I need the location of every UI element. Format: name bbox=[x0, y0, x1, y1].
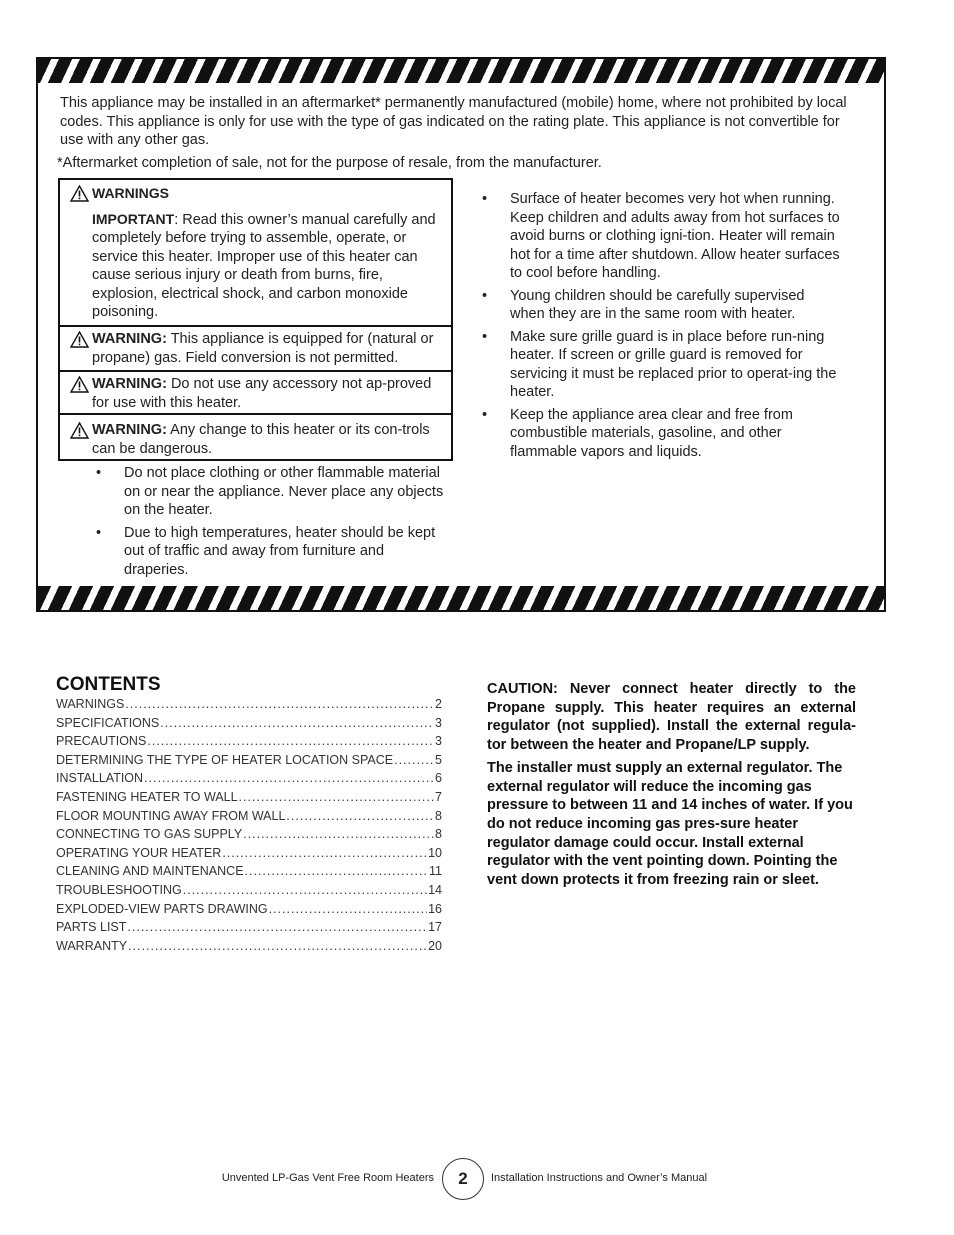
toc-leader bbox=[125, 697, 434, 711]
list-item: • Do not place clothing or other flammable material on or near the appliance. Never place any objects on the heater. bbox=[96, 464, 448, 520]
hazard-stripe-top bbox=[38, 59, 884, 83]
contents-title: CONTENTS bbox=[56, 674, 161, 695]
caution-block bbox=[487, 680, 856, 894]
toc-label: PARTS LIST bbox=[56, 920, 127, 935]
toc-page: 8 bbox=[435, 827, 442, 842]
toc-entry[interactable] bbox=[56, 883, 442, 902]
toc-leader bbox=[147, 734, 434, 748]
caution-paragraph: CAUTION: Never connect heater directly to the Propane supply. This heater requires an external regulator (not supplied). Install the external regula-tor between the heater and Propane/LP supply. bbox=[487, 681, 856, 754]
toc-entry[interactable] bbox=[56, 790, 442, 809]
warning-triangle-icon bbox=[70, 376, 89, 393]
intro-paragraph: This appliance may be installed in an aftermarket* permanently manufactured (mobile) home, where not prohibited by local codes. This appliance is only for use with the type of gas indicated on the rating plate. This appliance is not convertible for use with any other gas. bbox=[60, 95, 847, 148]
toc-label: DETERMINING THE TYPE OF HEATER LOCATION SPACE bbox=[56, 752, 394, 767]
toc-page: 2 bbox=[435, 697, 442, 711]
warning-box-modification bbox=[58, 413, 453, 461]
left-bullet-list bbox=[96, 464, 448, 583]
toc-leader bbox=[127, 920, 427, 934]
warning-label: WARNING: bbox=[92, 331, 167, 347]
toc-page: 14 bbox=[428, 882, 442, 897]
toc-label: OPERATING YOUR HEATER bbox=[56, 845, 222, 860]
toc-leader bbox=[245, 864, 428, 878]
toc-entry[interactable] bbox=[56, 920, 442, 939]
warnings-heading: WARNINGS bbox=[92, 185, 169, 201]
list-item: • Keep the appliance area clear and free from combustible materials, gasoline, and other flammable vapors and liquids. bbox=[482, 406, 842, 462]
toc-label: CONNECTING TO GAS SUPPLY bbox=[56, 827, 243, 842]
toc-leader bbox=[183, 883, 427, 897]
toc-entry[interactable] bbox=[56, 809, 442, 828]
toc-leader bbox=[286, 809, 434, 823]
toc-label: WARNINGS bbox=[56, 697, 125, 711]
toc-page: 20 bbox=[428, 938, 442, 953]
toc-page: 6 bbox=[435, 771, 442, 786]
toc-label: SPECIFICATIONS bbox=[56, 715, 160, 730]
toc-label: EXPLODED-VIEW PARTS DRAWING bbox=[56, 901, 268, 916]
regulator-paragraph: The installer must supply an external regulator. The external regulator will reduce the incoming gas pressure to between 11 and 14 inches of water. If you do not reduce incoming gas pres-sure heater regulator damage could occur. Install external regulator with the vent pointing down. Pointing the vent down protects it from freezing rain or sleet. bbox=[487, 759, 853, 889]
toc-entry[interactable] bbox=[56, 734, 442, 753]
list-item: • Young children should be carefully supervised when they are in the same room with heater. bbox=[482, 287, 842, 324]
toc-leader bbox=[394, 753, 434, 767]
warning-label: WARNING: bbox=[92, 376, 167, 392]
toc-label: CLEANING AND MAINTENANCE bbox=[56, 864, 244, 879]
toc-page: 17 bbox=[428, 920, 442, 935]
list-item: • Due to high temperatures, heater should be kept out of traffic and away from furniture and draperies. bbox=[96, 524, 448, 580]
toc-entry[interactable] bbox=[56, 827, 442, 846]
toc-entry[interactable] bbox=[56, 771, 442, 790]
toc-label: FLOOR MOUNTING AWAY FROM WALL bbox=[56, 808, 286, 823]
intro-text bbox=[60, 94, 860, 153]
hazard-stripe-bottom bbox=[38, 586, 884, 610]
right-bullet-list bbox=[482, 190, 842, 465]
toc-entry[interactable] bbox=[56, 939, 442, 958]
toc-page: 3 bbox=[435, 715, 442, 730]
aftermarket-note: *Aftermarket completion of sale, not for the purpose of resale, from the manufacturer. bbox=[57, 155, 602, 171]
toc-leader bbox=[222, 846, 427, 860]
table-of-contents bbox=[56, 674, 442, 957]
toc-page: 11 bbox=[429, 864, 442, 879]
toc-page: 10 bbox=[428, 845, 442, 860]
toc-page: 8 bbox=[435, 808, 442, 823]
important-label: IMPORTANT bbox=[92, 210, 175, 227]
warnings-box bbox=[58, 178, 453, 327]
toc-leader bbox=[144, 771, 434, 785]
toc-leader bbox=[160, 716, 434, 730]
warning-text: Any change to this heater or its con-trols can be dangerous. bbox=[92, 422, 430, 457]
toc-page: 5 bbox=[435, 752, 442, 767]
toc-label: PRECAUTIONS bbox=[56, 734, 147, 749]
toc-entry[interactable] bbox=[56, 864, 442, 883]
toc-entry[interactable] bbox=[56, 716, 442, 735]
toc-entry[interactable] bbox=[56, 753, 442, 772]
footer-left-title: Unvented LP-Gas Vent Free Room Heaters bbox=[221, 1172, 434, 1184]
toc-entry[interactable] bbox=[56, 846, 442, 865]
page-number: 2 bbox=[442, 1158, 484, 1200]
footer-right-title: Installation Instructions and Owner’s Manual bbox=[491, 1172, 708, 1184]
toc-leader bbox=[243, 827, 434, 841]
important-notice bbox=[72, 210, 441, 322]
toc-page: 3 bbox=[435, 734, 442, 749]
important-text: : Read this owner’s manual carefully and completely before trying to assemble, operate, or service this heater. Improper use of this heater can cause serious injury or death from burns, fire, explosion, electrical shock, and carbon monoxide poisoning. bbox=[92, 211, 436, 320]
warning-box-gas-type bbox=[58, 325, 453, 372]
toc-leader bbox=[128, 939, 427, 953]
warning-label: WARNING: bbox=[92, 422, 167, 438]
toc-entry[interactable] bbox=[56, 697, 442, 716]
warning-text: This appliance is equipped for (natural or propane) gas. Field conversion is not permitted. bbox=[92, 331, 434, 366]
toc-page: 7 bbox=[435, 789, 442, 804]
toc-label: WARRANTY bbox=[56, 938, 128, 953]
warning-triangle-icon bbox=[70, 185, 89, 202]
warning-triangle-icon bbox=[70, 331, 89, 348]
page-footer bbox=[0, 1158, 954, 1204]
toc-label: FASTENING HEATER TO WALL bbox=[56, 789, 238, 804]
toc-leader bbox=[239, 790, 435, 804]
warning-box-accessory bbox=[58, 370, 453, 415]
toc-label: TROUBLESHOOTING bbox=[56, 882, 182, 897]
list-item: • Make sure grille guard is in place before run-ning heater. If screen or grille guard is removed for servicing it must be replaced prior to operat-ing the heater. bbox=[482, 328, 842, 402]
toc-page: 16 bbox=[428, 901, 442, 916]
toc-label: INSTALLATION bbox=[56, 771, 144, 786]
warning-text: Do not use any accessory not ap-proved for use with this heater. bbox=[92, 376, 432, 411]
toc-entry[interactable] bbox=[56, 902, 442, 921]
toc-leader bbox=[269, 902, 427, 916]
list-item: • Surface of heater becomes very hot when running. Keep children and adults away from hot surfaces to avoid burns or clothing igni-tion. Heater will remain hot for a time after shutdown. Allow heater surfaces to cool before handling. bbox=[482, 190, 842, 283]
warning-triangle-icon bbox=[70, 422, 89, 439]
